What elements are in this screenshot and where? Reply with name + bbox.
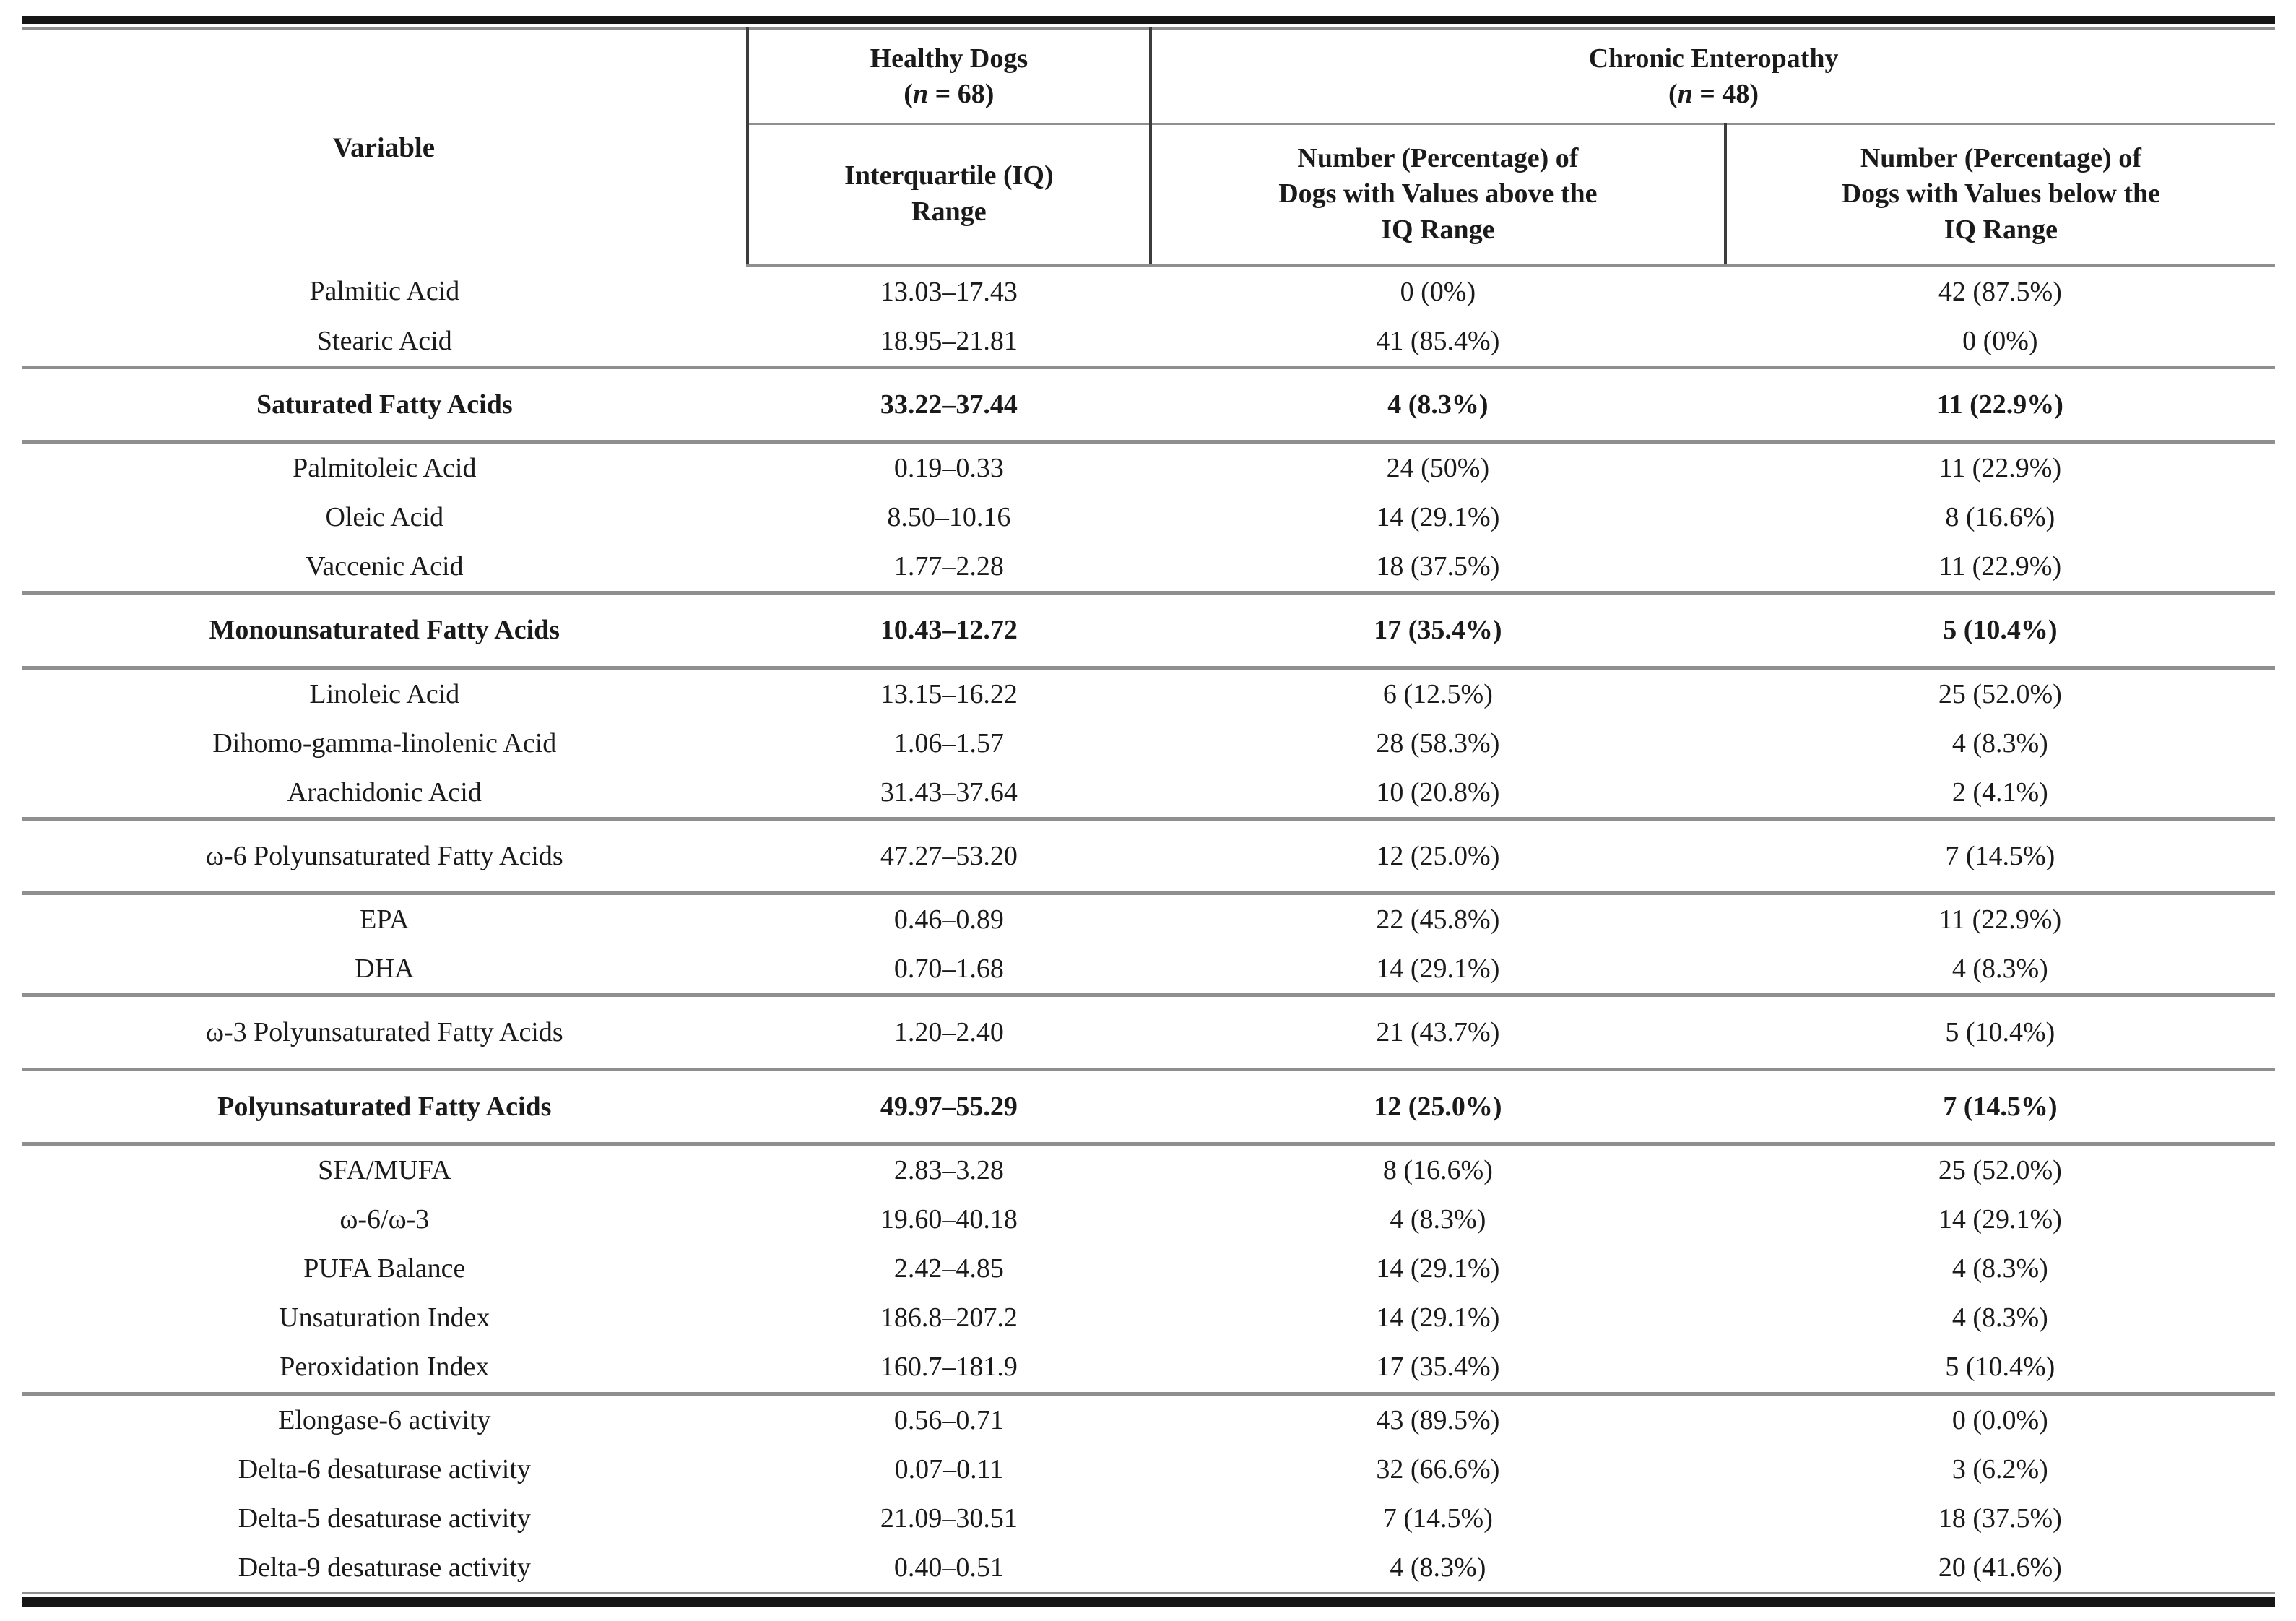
column-header-below-iq-range [1725, 124, 2275, 265]
cell-variable: Stearic Acid [316, 326, 452, 357]
cell-below-iq: 2 (4.1%) [1951, 777, 2048, 808]
cell-above-iq: 10 (20.8%) [1376, 777, 1500, 808]
cell-variable: Palmitoleic Acid [293, 453, 477, 484]
healthy-dogs-n-count [755, 77, 1143, 112]
cell-variable: Delta-6 desaturase activity [238, 1453, 531, 1484]
cell-iq-range: 1.77–2.28 [893, 551, 1004, 582]
cell-variable: Unsaturation Index [279, 1302, 490, 1333]
cell-below-iq: 4 (8.3%) [1951, 953, 2048, 984]
table-row [22, 1293, 2275, 1342]
cell-below-iq: 11 (22.9%) [1936, 389, 2063, 420]
cell-below-iq: 7 (14.5%) [1945, 840, 2055, 871]
cell-variable: SFA/MUFA [318, 1155, 451, 1186]
row-group [22, 265, 2275, 367]
cell-variable: PUFA Balance [303, 1253, 466, 1284]
n-value: = 48) [1692, 79, 1759, 110]
cell-iq-range: 13.03–17.43 [880, 276, 1018, 307]
cell-iq-range: 0.19–0.33 [893, 453, 1004, 484]
cell-iq-range: 2.83–3.28 [893, 1155, 1004, 1186]
table-row [22, 1070, 2275, 1144]
healthy-dogs-title: Healthy Dogs [870, 43, 1028, 74]
below-iq-line: Number (Percentage) of [1860, 142, 2141, 173]
cell-variable: Arachidonic Acid [287, 777, 482, 808]
column-header-iq-range [748, 124, 1151, 265]
table-row [22, 995, 2275, 1069]
table-row [22, 818, 2275, 893]
cell-iq-range: 21.09–30.51 [880, 1503, 1018, 1534]
below-iq-line: IQ Range [1944, 214, 2058, 245]
table-row [22, 768, 2275, 819]
cell-above-iq: 17 (35.4%) [1374, 615, 1502, 646]
above-iq-line: Dogs with Values above the [1278, 178, 1598, 209]
n-symbol: n [1677, 79, 1693, 110]
cell-below-iq: 5 (10.4%) [1945, 1016, 2055, 1047]
table-row [22, 1393, 2275, 1445]
cell-iq-range: 2.42–4.85 [893, 1253, 1004, 1284]
cell-below-iq: 25 (52.0%) [1938, 1155, 2062, 1186]
cell-above-iq: 4 (8.3%) [1387, 389, 1489, 420]
cell-above-iq: 17 (35.4%) [1376, 1352, 1500, 1383]
paren-open: ( [904, 79, 913, 110]
cell-iq-range: 19.60–40.18 [880, 1204, 1018, 1235]
column-header-above-iq-range [1151, 124, 1725, 265]
cell-below-iq: 7 (14.5%) [1943, 1092, 2058, 1123]
table-row [22, 1244, 2275, 1293]
cell-iq-range: 1.20–2.40 [893, 1016, 1004, 1047]
cell-iq-range: 0.46–0.89 [893, 904, 1004, 935]
iq-range-line: Interquartile (IQ) [844, 160, 1054, 191]
cell-variable: Polyunsaturated Fatty Acids [217, 1092, 552, 1123]
row-group [22, 1144, 2275, 1393]
table-row [22, 1494, 2275, 1543]
above-iq-line: IQ Range [1381, 214, 1495, 245]
cell-above-iq: 18 (37.5%) [1376, 551, 1500, 582]
cell-variable: Monounsaturated Fatty Acids [209, 615, 560, 646]
cell-below-iq: 11 (22.9%) [1938, 904, 2062, 935]
cell-variable: ω-6 Polyunsaturated Fatty Acids [205, 840, 563, 871]
column-header-variable: Variable [22, 29, 748, 266]
cell-above-iq: 28 (58.3%) [1376, 727, 1500, 758]
column-group-chronic-enteropathy [1151, 29, 2275, 124]
row-group [22, 593, 2275, 667]
row-group [22, 442, 2275, 593]
cell-iq-range: 0.70–1.68 [893, 953, 1004, 984]
cell-below-iq: 0 (0%) [1962, 326, 2038, 357]
cell-below-iq: 0 (0.0%) [1951, 1404, 2048, 1435]
cell-variable: Peroxidation Index [280, 1352, 490, 1383]
cell-below-iq: 25 (52.0%) [1938, 678, 2062, 709]
table-row [22, 1195, 2275, 1244]
n-symbol: n [912, 79, 929, 110]
table-row [22, 667, 2275, 719]
cell-variable: ω-6/ω-3 [339, 1204, 430, 1235]
cell-above-iq: 7 (14.5%) [1382, 1503, 1493, 1534]
cell-above-iq: 14 (29.1%) [1376, 953, 1500, 984]
row-group [22, 818, 2275, 893]
table-row [22, 944, 2275, 995]
cell-variable: Linoleic Acid [309, 678, 460, 709]
cell-iq-range: 18.95–21.81 [880, 326, 1018, 357]
table-row [22, 265, 2275, 316]
paren-open: ( [1668, 79, 1678, 110]
cell-variable: Delta-5 desaturase activity [238, 1503, 531, 1534]
cell-iq-range: 13.15–16.22 [880, 678, 1018, 709]
cell-variable: Elongase-6 activity [278, 1404, 491, 1435]
cell-above-iq: 41 (85.4%) [1376, 326, 1500, 357]
row-group [22, 995, 2275, 1069]
table-row [22, 1144, 2275, 1196]
cell-variable: Dihomo-gamma-linolenic Acid [212, 727, 557, 758]
below-iq-line: Dogs with Values below the [1841, 178, 2160, 209]
table-row [22, 442, 2275, 493]
cell-above-iq: 21 (43.7%) [1376, 1016, 1500, 1047]
cell-iq-range: 186.8–207.2 [880, 1302, 1018, 1333]
cell-below-iq: 4 (8.3%) [1951, 727, 2048, 758]
cell-iq-range: 10.43–12.72 [880, 615, 1018, 646]
n-value: = 68) [928, 79, 995, 110]
cell-above-iq: 43 (89.5%) [1376, 1404, 1500, 1435]
cell-iq-range: 47.27–53.20 [880, 840, 1018, 871]
cell-iq-range: 0.07–0.11 [894, 1453, 1004, 1484]
table-row [22, 316, 2275, 368]
cell-variable: Delta-9 desaturase activity [238, 1552, 531, 1583]
cell-below-iq: 11 (22.9%) [1938, 453, 2062, 484]
table-row [22, 1445, 2275, 1494]
cell-below-iq: 42 (87.5%) [1938, 276, 2062, 307]
cell-iq-range: 8.50–10.16 [887, 502, 1011, 533]
cell-variable: EPA [360, 904, 410, 935]
cell-below-iq: 11 (22.9%) [1938, 551, 2062, 582]
cell-variable: Saturated Fatty Acids [256, 389, 513, 420]
table-frame [22, 16, 2275, 1607]
table-row [22, 542, 2275, 593]
row-group [22, 368, 2275, 442]
column-group-healthy-dogs [748, 29, 1151, 124]
cell-above-iq: 6 (12.5%) [1382, 678, 1493, 709]
cell-above-iq: 14 (29.1%) [1376, 1253, 1500, 1284]
row-group [22, 667, 2275, 818]
table-header [22, 29, 2275, 266]
cell-above-iq: 12 (25.0%) [1376, 840, 1500, 871]
row-group [22, 893, 2275, 995]
cell-above-iq: 12 (25.0%) [1374, 1092, 1502, 1123]
table-row [22, 368, 2275, 442]
header-row-groups [22, 29, 2275, 124]
cell-above-iq: 14 (29.1%) [1376, 502, 1500, 533]
table-row [22, 719, 2275, 768]
cell-iq-range: 1.06–1.57 [893, 727, 1004, 758]
cell-above-iq: 4 (8.3%) [1390, 1552, 1486, 1583]
cell-below-iq: 4 (8.3%) [1951, 1253, 2048, 1284]
cell-iq-range: 33.22–37.44 [880, 389, 1018, 420]
cell-variable: ω-3 Polyunsaturated Fatty Acids [205, 1016, 563, 1047]
row-group [22, 1070, 2275, 1144]
table-row [22, 1342, 2275, 1393]
cell-iq-range: 31.43–37.64 [880, 777, 1018, 808]
iq-range-line: Range [911, 196, 987, 227]
cell-variable: Oleic Acid [325, 502, 444, 533]
cell-above-iq: 4 (8.3%) [1390, 1204, 1486, 1235]
chronic-enteropathy-n-count [1158, 77, 2269, 112]
cell-below-iq: 14 (29.1%) [1938, 1204, 2062, 1235]
chronic-enteropathy-title: Chronic Enteropathy [1588, 43, 1839, 74]
cell-below-iq: 4 (8.3%) [1951, 1302, 2048, 1333]
table-row [22, 593, 2275, 667]
table-row [22, 1543, 2275, 1594]
cell-below-iq: 18 (37.5%) [1938, 1503, 2062, 1534]
cell-above-iq: 8 (16.6%) [1382, 1155, 1493, 1186]
cell-iq-range: 160.7–181.9 [880, 1352, 1018, 1383]
row-group [22, 1393, 2275, 1593]
above-iq-line: Number (Percentage) of [1297, 142, 1579, 173]
cell-variable: Vaccenic Acid [306, 551, 464, 582]
cell-below-iq: 20 (41.6%) [1938, 1552, 2062, 1583]
cell-iq-range: 49.97–55.29 [880, 1092, 1018, 1123]
cell-above-iq: 22 (45.8%) [1376, 904, 1500, 935]
table-row [22, 493, 2275, 542]
table-row [22, 893, 2275, 944]
cell-variable: Palmitic Acid [309, 275, 460, 306]
cell-iq-range: 0.40–0.51 [893, 1552, 1004, 1583]
cell-above-iq: 24 (50%) [1386, 453, 1490, 484]
cell-variable: DHA [355, 953, 415, 984]
fatty-acids-table [22, 27, 2275, 1594]
cell-below-iq: 5 (10.4%) [1945, 1352, 2055, 1383]
cell-iq-range: 0.56–0.71 [893, 1404, 1004, 1435]
cell-below-iq: 5 (10.4%) [1943, 615, 2058, 646]
cell-below-iq: 8 (16.6%) [1945, 502, 2055, 533]
cell-above-iq: 0 (0%) [1400, 276, 1476, 307]
cell-below-iq: 3 (6.2%) [1951, 1453, 2048, 1484]
cell-above-iq: 14 (29.1%) [1376, 1302, 1500, 1333]
cell-above-iq: 32 (66.6%) [1376, 1453, 1500, 1484]
